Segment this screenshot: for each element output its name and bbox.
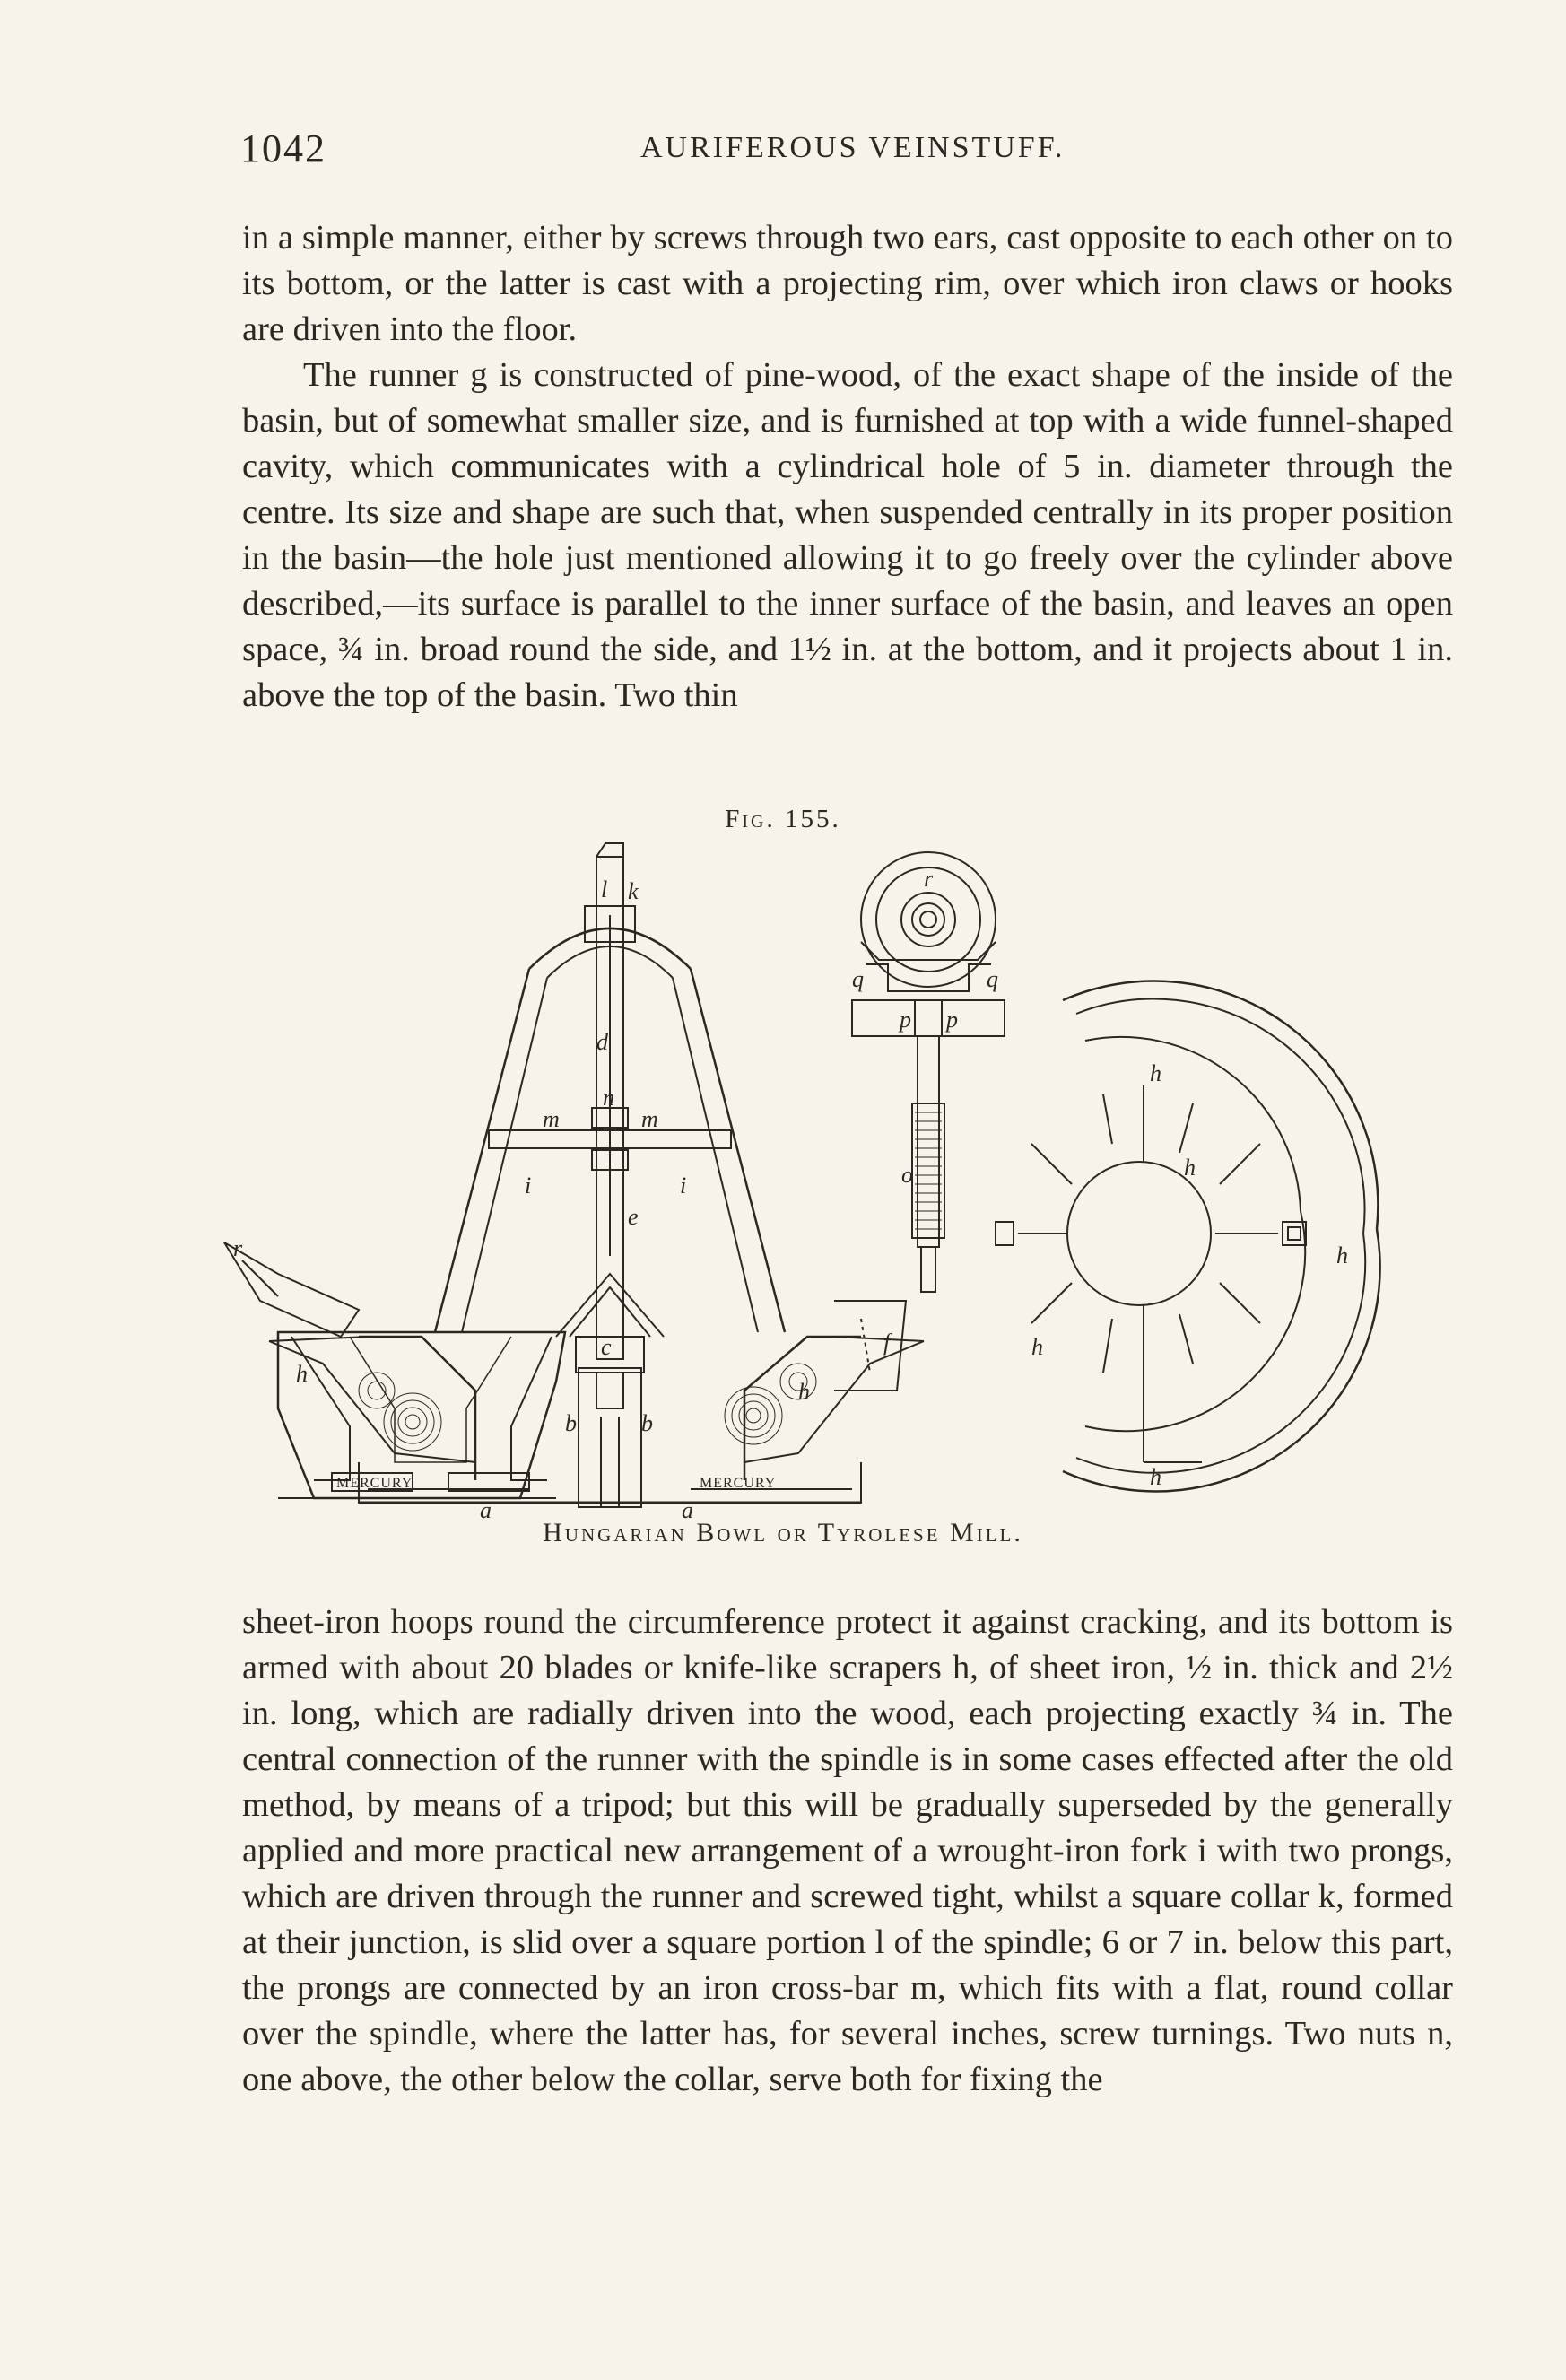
label-c: c — [601, 1334, 612, 1360]
label-h-plan-left: h — [1031, 1334, 1043, 1360]
label-l: l — [601, 876, 608, 902]
label-h-plan-inner: h — [1184, 1155, 1196, 1181]
label-f: f — [883, 1329, 891, 1356]
label-e: e — [628, 1204, 639, 1230]
label-i-left: i — [525, 1173, 532, 1199]
figure-mill-illustration — [233, 834, 1426, 1523]
mill-section-drawing — [224, 843, 924, 1507]
figure-label: Fig. 155. — [725, 805, 841, 833]
paragraph-continued: in a simple manner, either by screws through two ears, cast opposite to each other on to its bottom, or the latter is cast with a projecting rim, over which iron claws or hooks are driven into the floor. — [242, 219, 1453, 348]
label-a-right: a — [682, 1497, 693, 1523]
label-a-left: a — [480, 1497, 492, 1523]
label-h-left: h — [296, 1361, 308, 1387]
body-text-top — [242, 215, 1453, 719]
runner-plan-drawing — [996, 981, 1380, 1492]
label-p-right: p — [946, 1007, 958, 1033]
body-text-bottom — [242, 1600, 1453, 2103]
label-k: k — [628, 878, 639, 904]
label-q-left: q — [852, 966, 864, 992]
running-head — [0, 126, 1566, 179]
label-r-top: r — [924, 866, 934, 892]
label-r-left: r — [233, 1235, 243, 1261]
label-b-left: b — [565, 1410, 577, 1436]
page-number: 1042 — [240, 126, 326, 170]
label-mercury-left: MERCURY — [336, 1476, 413, 1491]
paragraph-hoops: sheet-iron hoops round the circumference protect it against cracking, and its bottom is armed with about 20 blades or knife-like scrapers h, of sheet iron, ½ in. thick and 2½ in. long, which are radially driven into the wood, each projecting exactly ¾ in. The central connection of the runner with the spindle is in some cases effected after the old method, by means of a tripod; but this will be gradually superseded by the generally applied and more practical new arrangement of a wrought-iron fork i with two prongs, which are driven through the runner and screwed tight, whilst a square collar k, formed at their junction, is slid over a square portion l of the spindle; 6 or 7 in. below this part, the prongs are connected by an iron cross-bar m, which fits with a flat, round collar over the spindle, where the latter has, for several inches, screw turnings. Two nuts n, one above, the other below the collar, serve both for fixing the — [242, 1603, 1453, 2098]
label-mercury-right: MERCURY — [700, 1476, 777, 1491]
label-n: n — [603, 1085, 614, 1111]
label-h-plan-bottom: h — [1150, 1464, 1161, 1490]
label-h-mid: h — [798, 1379, 810, 1405]
label-m-right: m — [641, 1106, 658, 1132]
label-d: d — [596, 1029, 608, 1055]
label-h-plan-right: h — [1336, 1242, 1348, 1268]
label-p-left: p — [900, 1007, 911, 1033]
figure-caption: Hungarian Bowl or Tyrolese Mill. — [543, 1518, 1023, 1547]
label-m-left: m — [543, 1106, 560, 1132]
paragraph-runner: The runner g is constructed of pine-wood, of the exact shape of the inside of the basin, but of somewhat smaller size, and is furnished at top with a wide funnel-shaped cavity, which communicates with a cylindrical hole of 5 in. diameter through the centre. Its size and shape are such that, when suspended centrally in its proper position in the basin—the hole just mentioned allowing it to go freely over the cylinder above described,—its surface is parallel to the inner surface of the basin, and leaves an open space, ¾ in. broad round the side, and 1½ in. at the bottom, and it projects about 1 in. above the top of the basin. Two thin — [242, 356, 1453, 714]
label-b-right: b — [641, 1410, 653, 1436]
label-i-right: i — [680, 1173, 687, 1199]
label-h-plan-top: h — [1150, 1060, 1161, 1086]
label-o: o — [901, 1162, 913, 1188]
spindle-detail-drawing — [852, 852, 1005, 1292]
running-title: AURIFEROUS VEINSTUFF. — [640, 131, 1066, 164]
label-q-right: q — [987, 966, 998, 992]
